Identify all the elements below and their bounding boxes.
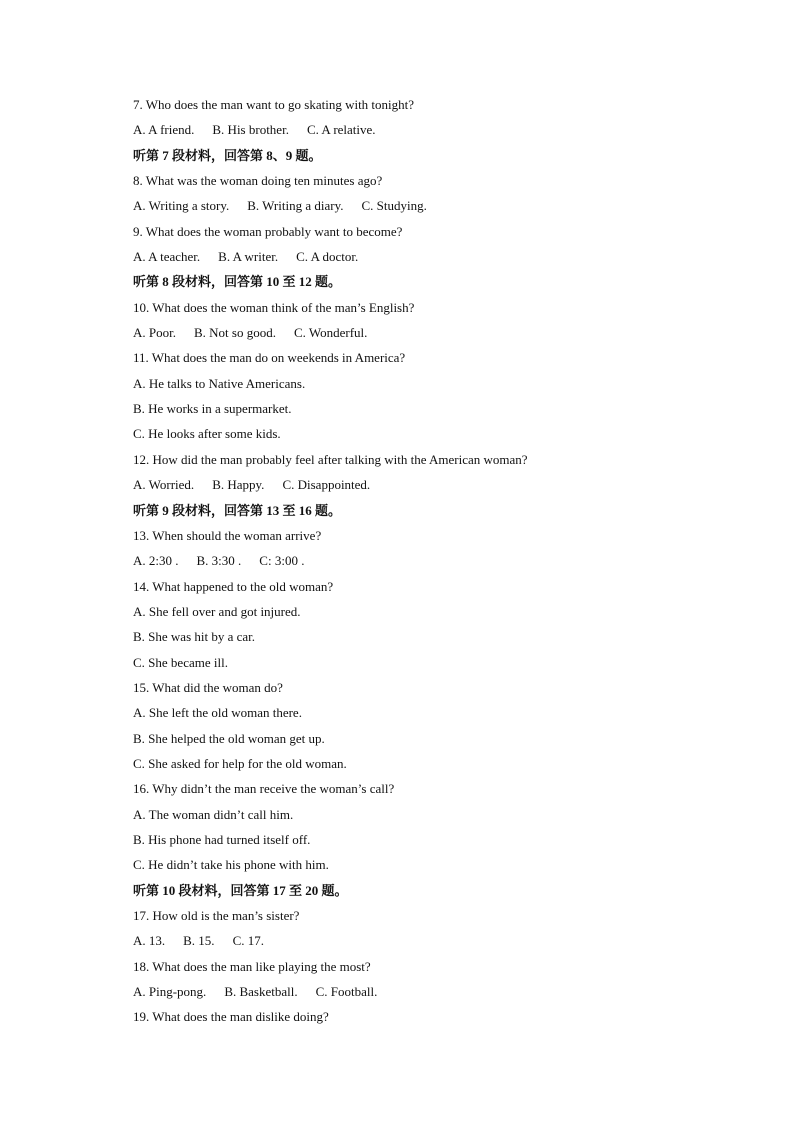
- answer-option: C. Disappointed.: [282, 477, 371, 493]
- answer-option: A. A teacher.: [133, 249, 201, 265]
- question-text: 9. What does the woman probably want to become?: [133, 223, 403, 239]
- answer-options: [133, 244, 753, 269]
- answer-option: C. 17.: [232, 933, 264, 949]
- answer-option: B. She helped the old woman get up.: [133, 730, 325, 746]
- answer-option: B. His phone had turned itself off.: [133, 831, 311, 847]
- answer-option: C: 3:00 .: [259, 553, 305, 569]
- answer-option: B. Writing a diary.: [247, 198, 344, 214]
- answer-option: B. 15.: [183, 933, 215, 949]
- answer-option: C. He looks after some kids.: [133, 426, 281, 442]
- answer-option: C. Studying.: [361, 198, 427, 214]
- answer-option: C. She became ill.: [133, 654, 228, 670]
- answer-option: A. She left the old woman there.: [133, 705, 302, 721]
- answer-option: B. Happy.: [212, 477, 265, 493]
- question-text: 18. What does the man like playing the most?: [133, 958, 371, 974]
- question-text: 14. What happened to the old woman?: [133, 578, 334, 594]
- document-page: [133, 92, 753, 1030]
- question-text: 10. What does the woman think of the man’s English?: [133, 299, 415, 315]
- answer-options: [133, 548, 753, 573]
- question-text: 12. How did the man probably feel after talking with the American woman?: [133, 451, 528, 467]
- answer-option: B. A writer.: [218, 249, 279, 265]
- question-text: 17. How old is the man’s sister?: [133, 908, 300, 923]
- question-text: 11. What does the man do on weekends in America?: [133, 350, 406, 366]
- answer-options: [133, 320, 753, 345]
- answer-option: A. Poor.: [133, 325, 176, 341]
- answer-options: [133, 928, 753, 953]
- answer-option: B. 3:30 .: [196, 553, 242, 569]
- answer-options: [133, 979, 753, 1004]
- answer-option: B. Basketball.: [224, 984, 298, 1000]
- answer-option: A. Worried.: [133, 477, 195, 493]
- question-text: 8. What was the woman doing ten minutes ago?: [133, 173, 383, 189]
- answer-option: A. 13.: [133, 933, 166, 949]
- answer-option: C. Wonderful.: [293, 325, 368, 341]
- section-heading: 听第 7 段材料，回答第 8、9 题。: [133, 147, 322, 163]
- answer-option: A. Ping-pong.: [133, 984, 207, 1000]
- question-text: 19. What does the man dislike doing?: [133, 1009, 329, 1025]
- answer-options: [133, 117, 753, 142]
- answer-option: A. He talks to Native Americans.: [133, 375, 306, 391]
- section-heading: 听第 10 段材料，回答第 17 至 20 题。: [133, 882, 348, 898]
- answer-option: C. He didn’t take his phone with him.: [133, 857, 329, 873]
- answer-option: B. Not so good.: [193, 325, 276, 341]
- question-text: 16. Why didn’t the man receive the woman’s call?: [133, 781, 395, 797]
- answer-option: A. The woman didn’t call him.: [133, 806, 294, 822]
- answer-option: B. His brother.: [212, 122, 289, 138]
- answer-option: A. 2:30 .: [133, 553, 179, 569]
- answer-option: C. She asked for help for the old woman.: [133, 755, 347, 771]
- answer-option: A. A friend.: [133, 122, 195, 138]
- question-text: 7. Who does the man want to go skating with tonight?: [133, 97, 415, 112]
- question-text: 13. When should the woman arrive?: [133, 527, 322, 543]
- answer-option: A. She fell over and got injured.: [133, 603, 301, 619]
- answer-option: B. He works in a supermarket.: [133, 401, 292, 417]
- answer-option: A. Writing a story.: [133, 198, 230, 214]
- answer-option: C. A doctor.: [296, 249, 359, 265]
- answer-option: B. She was hit by a car.: [133, 629, 256, 645]
- answer-option: C. Football.: [315, 984, 378, 1000]
- question-text: 15. What did the woman do?: [133, 679, 283, 695]
- answer-options: [133, 472, 753, 497]
- section-heading: 听第 8 段材料，回答第 10 至 12 题。: [133, 274, 342, 290]
- section-heading: 听第 9 段材料，回答第 13 至 16 题。: [133, 502, 342, 518]
- answer-option: C. A relative.: [306, 122, 376, 138]
- answer-options: [133, 193, 753, 218]
